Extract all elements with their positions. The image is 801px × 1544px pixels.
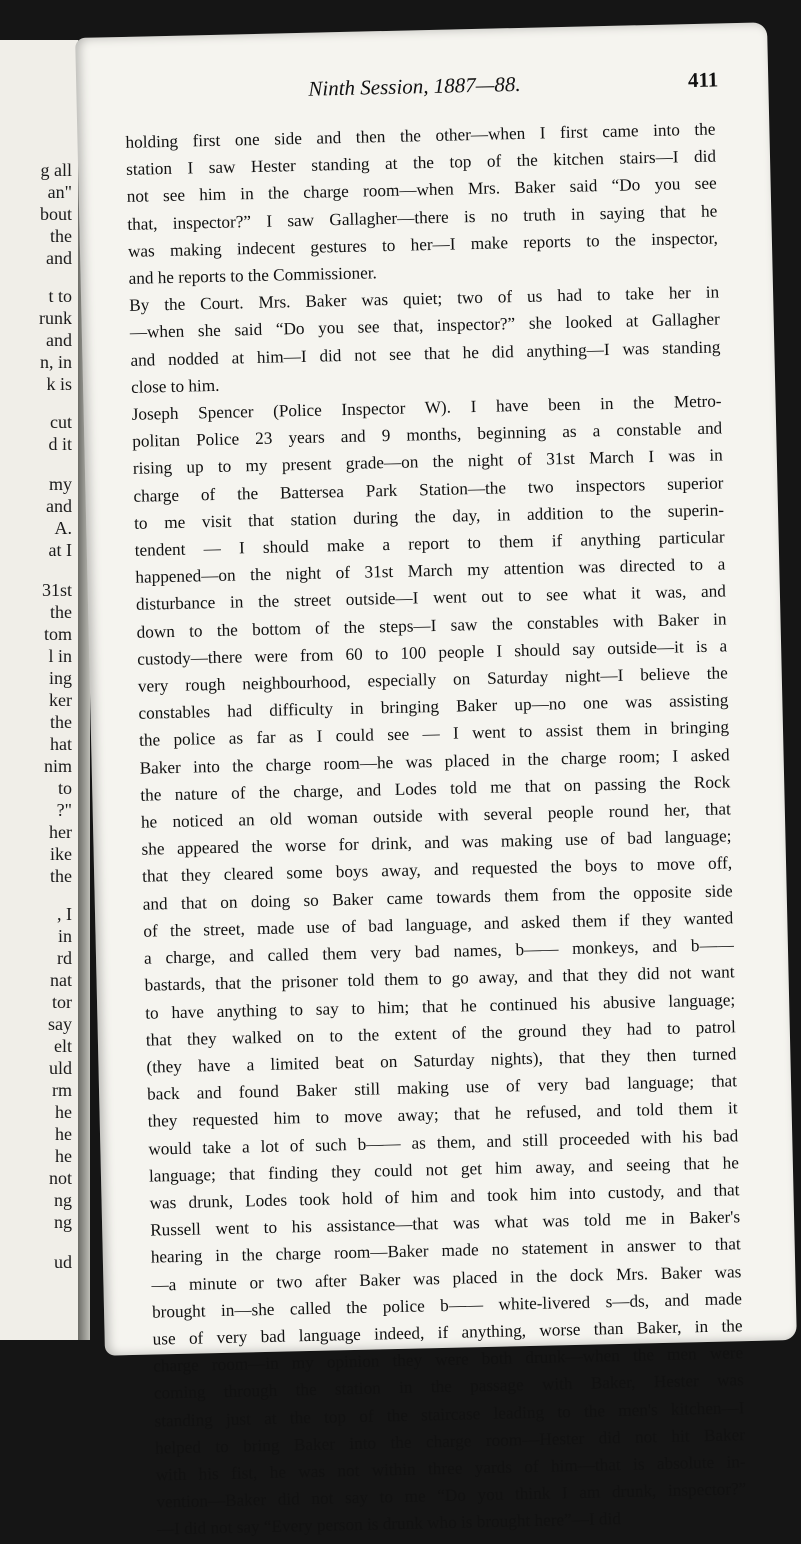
left-page-fragment: to	[57, 778, 72, 798]
left-page-fragment: uld	[48, 1058, 72, 1078]
left-page-fragment: tor	[52, 992, 72, 1012]
left-page-fragment: ng	[54, 1212, 72, 1232]
text-line: the police as far as I could see — I went to assist them in bringing	[138, 717, 730, 751]
text-line: that they walked on to the extent of the ground they had to patrol	[145, 1016, 736, 1050]
text-line: would take a lot of such b—— as them, and still proceeded with his bad	[148, 1125, 739, 1159]
text-line: helped to bring Baker into the charge room—Hester did not hit Baker	[154, 1424, 746, 1458]
left-page-fragment: not	[48, 1168, 72, 1188]
left-page-fragment: he	[55, 1124, 72, 1144]
left-page-fragment: the	[50, 602, 72, 622]
text-line: a charge, and called them very bad names, b—— monkeys, and b——	[143, 935, 735, 968]
text-line: By the Court. Mrs. Baker was quiet; two of us had to take her in	[129, 282, 720, 316]
text-line: not see him in the charge room—when Mrs. Baker said “Do you see	[126, 173, 717, 207]
text-line: he noticed an old woman outside with several people round her, that	[140, 799, 732, 832]
text-line: that they cleared some boys away, and requested the boys to move off,	[141, 853, 733, 887]
left-page-fragment: ng	[54, 1190, 72, 1210]
left-page-fragment: her	[49, 822, 72, 842]
left-page-fragment: elt	[54, 1036, 72, 1056]
left-page-fragment: hat	[50, 734, 72, 754]
text-line: Baker into the charge room—he was placed in the charge room; I asked	[139, 745, 730, 778]
left-page-fragment: and	[46, 248, 72, 268]
text-line: —when she said “Do you see that, inspector?” she looked at Gallagher	[129, 309, 720, 343]
text-line: to have anything to say to him; that he continued his abusive language;	[145, 989, 736, 1023]
left-page-fragment: runk	[39, 308, 72, 328]
left-page-fragment: ing	[48, 668, 72, 688]
text-line: rising up to my present grade—on the night of 31st March I was in	[132, 445, 723, 479]
text-line: was drunk, Lodes took hold of him and took him into custody, and that	[149, 1180, 740, 1213]
text-line: with his fist, he was not within three yards of him—that is absolute in-	[155, 1452, 746, 1485]
text-line: politan Police 23 years and 9 months, beginning as a constable and	[132, 418, 723, 452]
text-line: tendent — I should make a report to them if anything particular	[134, 527, 725, 560]
text-line: close to him.	[130, 375, 220, 397]
left-page-fragment: k is	[46, 374, 72, 394]
text-line: charge of the Battersea Park Station—the two inspectors superior	[133, 473, 724, 506]
left-page-fragment: 31st	[41, 580, 72, 600]
left-page-fragment: the	[50, 866, 72, 886]
text-line: back and found Baker still making use of very bad language; that	[146, 1071, 738, 1104]
left-page-fragment: and	[46, 330, 72, 350]
text-line: constables had difficulty in bringing Baker up—no one was assisting	[138, 690, 729, 724]
left-page-fragment: bout	[39, 204, 72, 224]
text-line: to me visit that station during the day, in addition to the superin-	[133, 500, 725, 533]
left-page-fragment: , I	[57, 904, 72, 924]
text-line: charge room—in my opinion they were both drunk—when the men were	[153, 1343, 744, 1376]
left-page-fragment: tom	[43, 624, 72, 644]
page-number: 411	[687, 67, 719, 93]
text-line: and he reports to the Commissioner.	[128, 263, 377, 288]
text-line: holding first one side and then the other—when I first came into the	[125, 119, 716, 152]
left-page-fragment: cut	[50, 412, 72, 432]
text-line: very rough neighbourhood, especially on Saturday night—I believe the	[137, 663, 728, 696]
left-page-fragment: he	[55, 1146, 72, 1166]
left-page-fragment: ike	[50, 844, 72, 864]
book-page	[75, 22, 797, 1539]
text-line: hearing in the charge room—Baker made no statement in answer to that	[150, 1234, 741, 1267]
body-text	[125, 116, 747, 1544]
left-page-edge	[0, 40, 80, 1340]
text-line: (they have a limited beat on Saturday nights), that they then turned	[146, 1044, 737, 1077]
left-page-fragment: and	[46, 496, 72, 516]
text-line: the nature of the charge, and Lodes told me that on passing the Rock	[140, 772, 731, 805]
left-page-fragment: at I	[48, 540, 72, 560]
text-line: disturbance in the street outside—I went out to see what it was, and	[135, 581, 727, 615]
left-page-fragment: ker	[49, 690, 72, 710]
left-page-fragment: g all	[40, 160, 72, 180]
text-line: station I saw Hester standing at the top of the kitchen stairs—I did	[125, 146, 717, 180]
text-line: was making indecent gestures to her—I make reports to the inspector,	[127, 228, 719, 261]
left-page-fragment: say	[48, 1014, 72, 1034]
left-page-fragment: d it	[48, 434, 72, 454]
text-line: and nodded at him—I did not see that he did anything—I was standing	[130, 337, 721, 370]
left-page-fragment: rd	[57, 948, 72, 968]
left-page-fragment: an"	[47, 182, 72, 202]
left-page-fragment: n, in	[39, 352, 72, 372]
text-line: brought in—she called the police b—— white-livered s—ds, and made	[151, 1288, 743, 1322]
left-page-fragment: my	[48, 474, 72, 494]
left-page-fragment: the	[50, 712, 72, 732]
text-line: custody—there were from 60 to 100 people I should say outside—it is a	[137, 636, 728, 669]
left-page-fragment: ?"	[56, 800, 72, 820]
left-page-fragment: rm	[52, 1080, 72, 1100]
text-line: Joseph Spencer (Police Inspector W). I have been in the Metro-	[131, 391, 722, 424]
left-page-fragment: the	[50, 226, 72, 246]
text-line: happened—on the night of 31st March my attention was directed to a	[135, 554, 726, 588]
text-line: and that on doing so Baker came towards them from the opposite side	[142, 881, 733, 914]
left-page-fragment: nim	[43, 756, 72, 776]
left-page-fragment: nat	[50, 970, 72, 990]
text-line: use of very bad language indeed, if anything, worse than Baker, in the	[152, 1316, 743, 1349]
left-page-fragment: in	[57, 926, 72, 946]
left-page-fragment: he	[55, 1102, 72, 1122]
text-line: of the street, made use of bad language, and asked them if they wanted	[143, 908, 734, 941]
text-line: standing just at the top of the staircase leading to the men's kitchen—I	[154, 1397, 745, 1431]
left-page-fragment: A.	[54, 518, 72, 538]
text-line: —a minute or two after Baker was placed in the dock Mrs. Baker was	[151, 1261, 742, 1295]
page-header	[126, 67, 729, 115]
left-page-fragment: t to	[48, 286, 72, 306]
text-line: language; that finding they could not get him away, and seeing that he	[148, 1152, 740, 1186]
text-line: coming through the station in the passage with Baker, Hester was	[153, 1370, 744, 1403]
text-line: Russell went to his assistance—that was what was told me in Baker's	[149, 1207, 741, 1240]
text-line: that, inspector?” I saw Gallagher—there is no truth in saying that he	[127, 201, 718, 234]
running-head: Ninth Session, 1887—88.	[308, 71, 521, 101]
text-line: she appeared the worse for drink, and was making use of bad language;	[141, 826, 732, 860]
text-line: they requested him to move away; that he refused, and told them it	[147, 1098, 738, 1131]
text-line: bastards, that the prisoner told them to go away, and that they did not want	[144, 962, 735, 995]
left-page-fragment: ud	[54, 1252, 72, 1272]
text-line: vention—Baker did not say to me “Do you think I am drunk, inspector?”	[156, 1479, 747, 1512]
text-line: —I did not say “Every person is drunk who is brought here”—I did	[156, 1509, 622, 1539]
text-line: down to the bottom of the steps—I saw the constables with Baker in	[136, 609, 727, 642]
left-page-fragment: l in	[48, 646, 72, 666]
